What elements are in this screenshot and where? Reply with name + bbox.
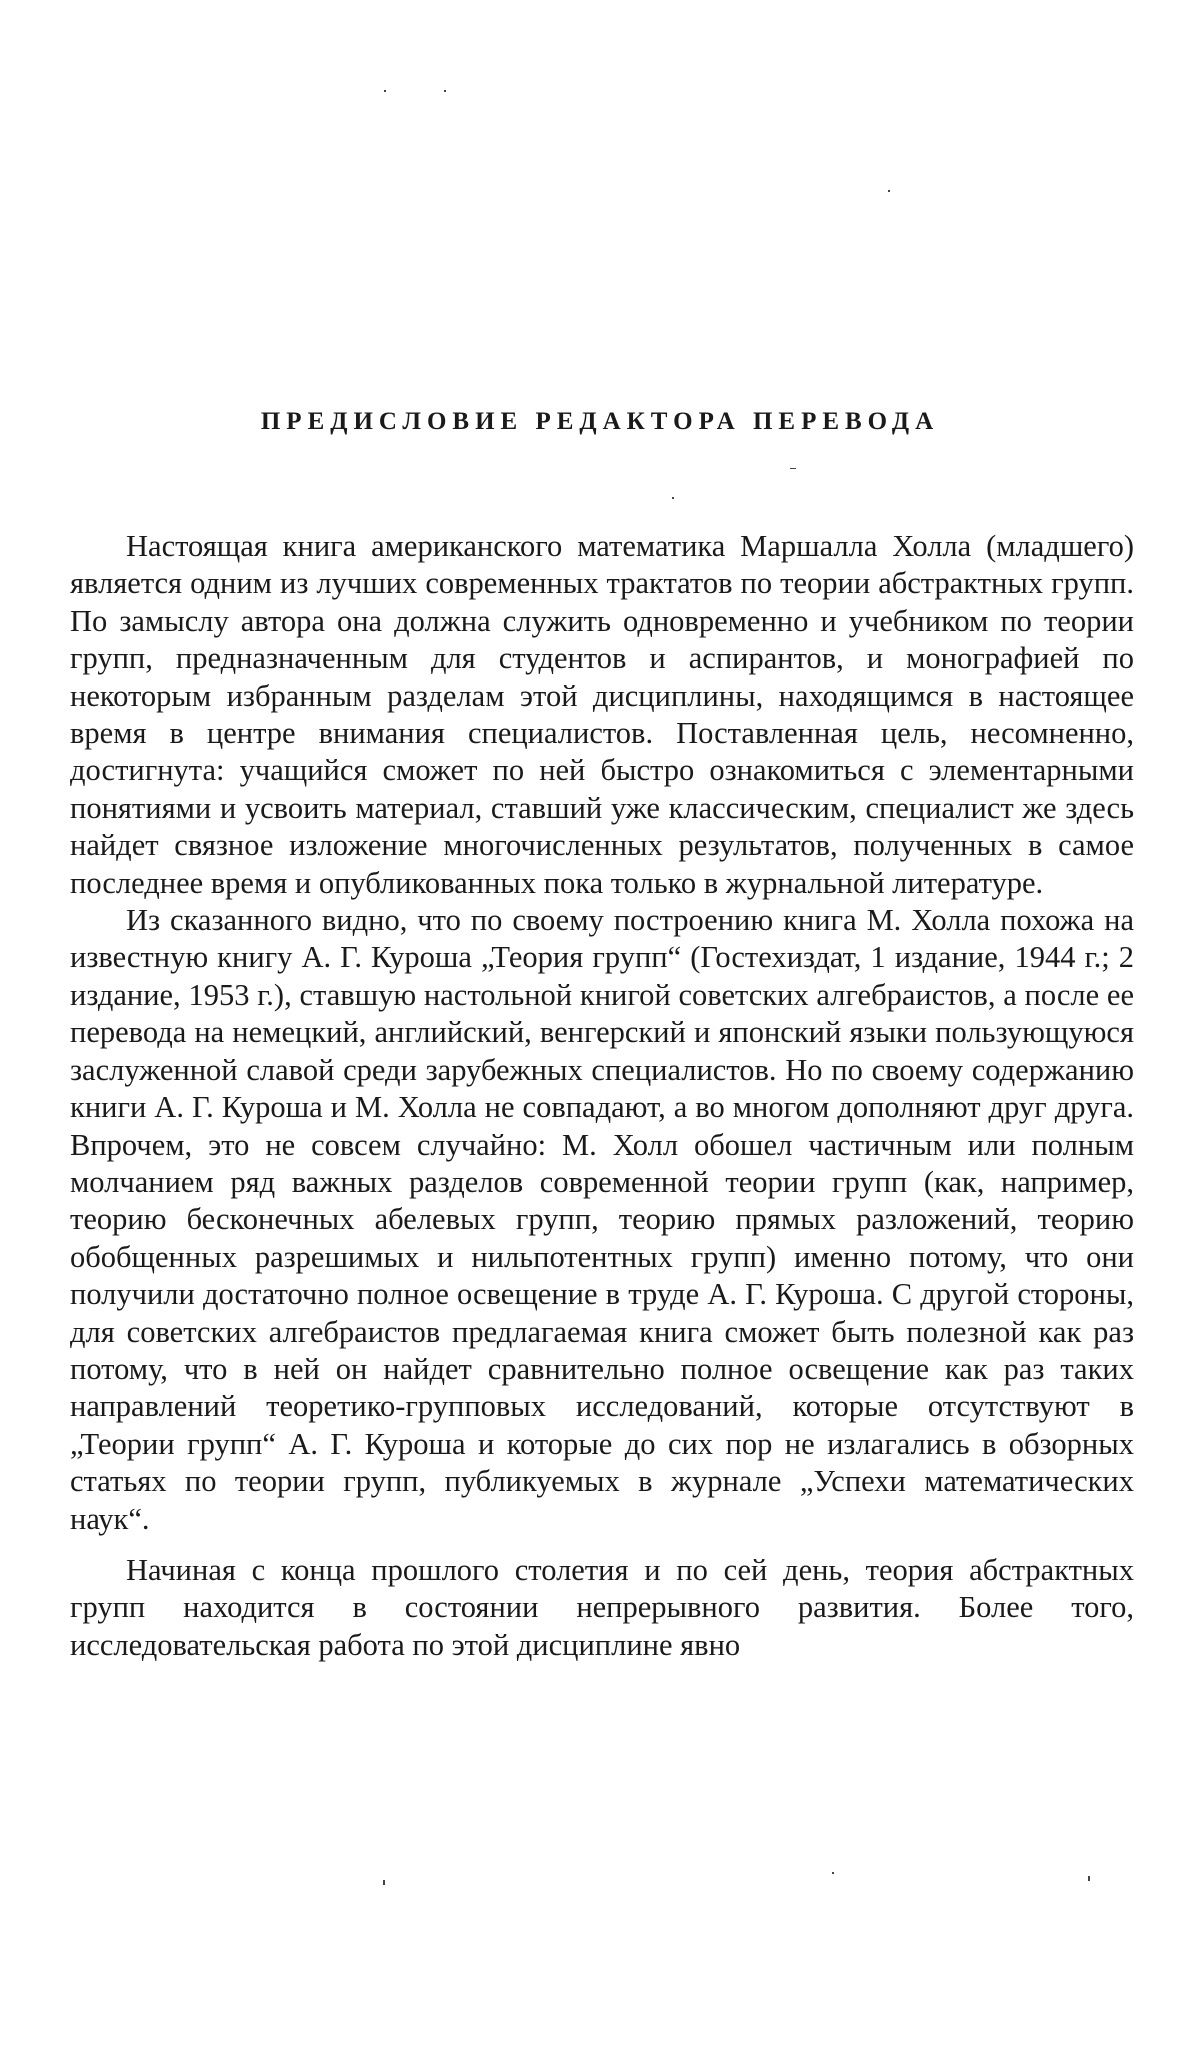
scan-speck bbox=[383, 1880, 385, 1885]
body-text bbox=[70, 528, 1134, 1664]
scan-speck bbox=[672, 497, 674, 499]
page-title: ПРЕДИСЛОВИЕ РЕДАКТОРА ПЕРЕВОДА bbox=[260, 408, 940, 435]
scan-speck bbox=[384, 90, 386, 92]
paragraph-3: Начиная с конца прошлого столетия и по сей день, теория абстрактных групп находится в состоянии непрерывного развития. Более того, исследовательская работа по этой дисциплине явно bbox=[70, 1552, 1134, 1662]
scan-speck bbox=[888, 190, 890, 192]
scan-speck bbox=[790, 468, 796, 469]
scan-speck bbox=[444, 90, 446, 92]
paragraph-1: Настоящая книга американского математика Маршалла Холла (младшего) является одним из лучших современных трактатов по теории абстрактных групп. По замыслу автора она должна служить одновременно и учебником по теории групп, предназначенным для студентов и аспирантов, и монографией по некоторым избранным разделам этой дисциплины, находящимся в настоящее время в центре внимания специалистов. Поставленная цель, несомненно, достигнута: учащийся сможет по ней быстро ознакомиться с элементарными понятиями и усвоить материал, ставший уже классическим, специалист же здесь найдет связное изложение многочисленных результатов, полученных в самое последнее время и опубликованных пока только в журнальной литературе. bbox=[70, 529, 1134, 900]
scan-speck bbox=[832, 1872, 834, 1874]
scan-speck bbox=[1088, 1876, 1090, 1881]
paragraph-2: Из сказанного видно, что по своему построению книга М. Холла похожа на известную книгу А. Г. Куроша „Теория групп“ (Гостехиздат, 1 издание, 1944 г.; 2 издание, 1953 г.), ставшую настольной книгой советских алгебраистов, а после ее перевода на немецкий, английский, венгерский и японский языки пользующуюся заслуженной славой среди зарубежных специалистов. Но по своему содержанию книги А. Г. Куроша и М. Холла не совпадают, а во многом дополняют друг друга. Впрочем, это не совсем случайно: М. Холл обошел частичным или полным молчанием ряд важных разделов современной теории групп (как, например, теорию бесконечных абелевых групп, теорию прямых разложений, теорию обобщенных разрешимых и нильпотентных групп) именно потому, что они получили достаточно полное освещение в труде А. Г. Куроша. С другой стороны, для советских алгебраистов предлагаемая книга сможет быть полезной как раз потому, что в ней он найдет сравнительно полное освещение как раз таких направлений теоретико-групповых исследований, которые отсутствуют в „Теории групп“ А. Г. Куроша и которые до сих пор не излагались в обзорных статьях по теории групп, публикуемых в журнале „Успехи математических наук“. bbox=[70, 903, 1134, 1536]
